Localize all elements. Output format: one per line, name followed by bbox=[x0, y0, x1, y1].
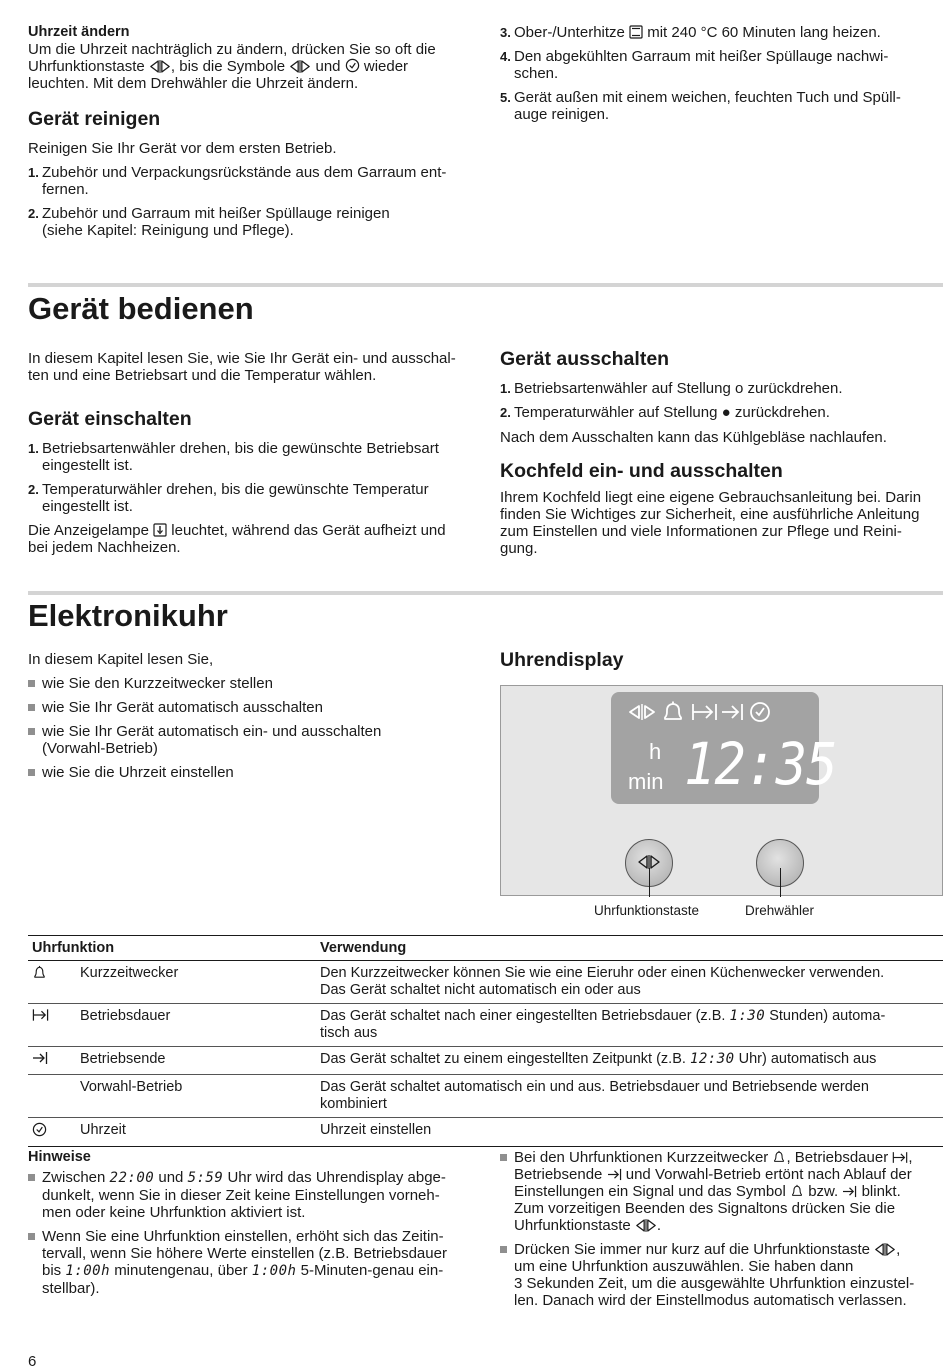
arrows-icon bbox=[635, 1219, 657, 1232]
clock-functions-table bbox=[28, 935, 943, 1147]
list-item: 1. Zubehör und Verpackungsrückstände aus dem Garraum ent- fernen. bbox=[28, 164, 447, 198]
einschalten-steps bbox=[28, 440, 483, 522]
list-item: wie Sie Ihr Gerät automatisch ein- und ausschalten (Vorwahl-Betrieb) bbox=[28, 723, 483, 757]
table-row: Betriebsdauer Das Gerät schaltet nach einer eingestellten Betriebsdauer (z.B. 1:30 Stunden) automa- tisch aus bbox=[28, 1004, 943, 1047]
clock-panel bbox=[500, 685, 943, 896]
section-divider bbox=[28, 591, 943, 595]
list-item: wie Sie Ihr Gerät automatisch ausschalten bbox=[28, 699, 483, 716]
duration-icon bbox=[32, 1008, 49, 1022]
clock-icon bbox=[345, 58, 360, 73]
top-bottom-heat-icon bbox=[629, 25, 643, 39]
table-row: Kurzzeitwecker Den Kurzzeitwecker können Sie wie eine Eieruhr oder einen Küchenwecker verwenden. Das Gerät schaltet nicht automatisch ein oder aus bbox=[28, 961, 943, 1004]
end-icon bbox=[721, 703, 745, 721]
list-item: 2. Zubehör und Garraum mit heißer Spüllauge reinigen (siehe Kapitel: Reinigung und Pflege). bbox=[28, 205, 390, 239]
list-item: Wenn Sie eine Uhrfunktion einstellen, erhöht sich das Zeitin- tervall, wenn Sie höhere Werte einstellen (z.B. Betriebsdauer bis 1:00h minutengenau, über 1:00h 5-Minuten-genau ein- stellbar). bbox=[28, 1228, 483, 1297]
label-leader-line bbox=[780, 868, 781, 897]
bell-icon bbox=[772, 1150, 786, 1164]
list-item: 4. Den abgekühlten Garraum mit heißer Spüllauge nachwi- schen. bbox=[500, 48, 889, 82]
end-icon bbox=[607, 1168, 622, 1181]
list-item: 2. Temperaturwähler auf Stellung ● zurückdrehen. bbox=[500, 404, 830, 421]
anzeigelampe-text: Die Anzeigelampe leuchtet, während das Gerät aufheizt und bei jedem Nachheizen. bbox=[28, 522, 446, 556]
arrows-icon bbox=[149, 60, 171, 73]
list-item: 3. Ober-/Unterhitze mit 240 °C 60 Minuten lang heizen. bbox=[500, 24, 881, 41]
table-row: Betriebsende Das Gerät schaltet zu einem eingestellten Zeitpunkt (z.B. 12:30 Uhr) automatisch aus bbox=[28, 1047, 943, 1075]
clock-icon bbox=[749, 701, 771, 723]
bell-icon bbox=[32, 965, 47, 980]
uhrzeit-title: Uhrzeit ändern bbox=[28, 24, 130, 40]
page-number: 6 bbox=[28, 1353, 37, 1370]
uhrzeit-section bbox=[28, 24, 478, 92]
arrows-icon bbox=[628, 704, 656, 720]
ausschalten-note: Nach dem Ausschalten kann das Kühlgebläse nachlaufen. bbox=[500, 429, 887, 446]
clock-display bbox=[611, 692, 837, 804]
list-item: Bei den Uhrfunktionen Kurzzeitwecker , Betriebsdauer , Betriebsende und Vorwahl-Betrieb ertönt nach Ablauf der Einstellungen ein Signal und das Symbol bzw. blinkt. Zum vorzeitigen Beenden des Signaltons drücken Sie die Uhrfunktionstaste . bbox=[500, 1149, 945, 1234]
table-header-function: Uhrfunktion bbox=[28, 936, 316, 961]
reinigen-steps bbox=[28, 164, 478, 246]
end-icon bbox=[842, 1185, 857, 1198]
bell-icon bbox=[790, 1184, 804, 1198]
list-item: 5. Gerät außen mit einem weichen, feuchten Tuch und Spüll- auge reinigen. bbox=[500, 89, 901, 123]
list-item: 1. Betriebsartenwähler drehen, bis die gewünschte Betriebsart eingestellt ist. bbox=[28, 440, 439, 474]
label-uhrfunktionstaste: Uhrfunktionstaste bbox=[594, 903, 700, 918]
uhrzeit-text: Um die Uhrzeit nachträglich zu ändern, drücken Sie so oft die Uhrfunktionstaste , bis die Symbole und wieder leuchten. Mit dem Drehwähler die Uhrzeit ändern. bbox=[28, 41, 436, 92]
label-drehwaehler: Drehwähler bbox=[745, 903, 815, 918]
table-row: Vorwahl-Betrieb Das Gerät schaltet automatisch ein und aus. Betriebsdauer und Betriebsende werden kombiniert bbox=[28, 1075, 943, 1118]
display-time: 12:35 bbox=[684, 730, 837, 798]
end-icon bbox=[32, 1051, 48, 1065]
kochfeld-text: Ihrem Kochfeld liegt eine eigene Gebrauchsanleitung bei. Darin finden Sie Wichtiges zur Sicherheit, eine ausführliche Anleitung zum Einstellen und viele Informationen zur Pflege und Reini- gung. bbox=[500, 489, 922, 557]
hinweise-title: Hinweise bbox=[28, 1149, 91, 1165]
list-item: wie Sie die Uhrzeit einstellen bbox=[28, 764, 483, 781]
hinweise-right bbox=[500, 1149, 945, 1316]
elektronikuhr-bullets bbox=[28, 675, 483, 788]
kochfeld-title: Kochfeld ein- und ausschalten bbox=[500, 460, 783, 482]
ausschalten-steps bbox=[500, 380, 945, 428]
clock-icon bbox=[32, 1122, 47, 1137]
table-header-row bbox=[28, 936, 943, 961]
duration-icon bbox=[892, 1151, 908, 1164]
list-item: Drücken Sie immer nur kurz auf die Uhrfunktionstaste , um eine Uhrfunktion auszuwählen. Sie haben dann 3 Sekunden Zeit, um die ausgewählte Uhrfunktion einzustel- len. Danach wird der Einstellmodus automatisch verlassen. bbox=[500, 1241, 945, 1309]
arrows-icon bbox=[874, 1243, 896, 1256]
bell-icon bbox=[661, 700, 685, 724]
ausschalten-title: Gerät ausschalten bbox=[500, 348, 670, 370]
elektronikuhr-intro: In diesem Kapitel lesen Sie, bbox=[28, 651, 214, 668]
section-divider bbox=[28, 283, 943, 287]
bedienen-title: Gerät bedienen bbox=[28, 291, 254, 326]
list-item: Zwischen 22:00 und 5:59 Uhr wird das Uhrendisplay abge- dunkelt, wenn Sie in dieser Zeit keine Einstellungen vorneh- men oder keine Uhrfunktion aktiviert ist. bbox=[28, 1169, 483, 1221]
elektronikuhr-title: Elektronikuhr bbox=[28, 598, 228, 633]
table-row: Uhrzeit Uhrzeit einstellen bbox=[28, 1118, 943, 1147]
duration-icon bbox=[691, 703, 719, 721]
table-header-use: Verwendung bbox=[316, 936, 943, 961]
arrows-icon bbox=[637, 855, 661, 869]
indicator-lamp-icon bbox=[153, 523, 167, 537]
reinigen-intro: Reinigen Sie Ihr Gerät vor dem ersten Betrieb. bbox=[28, 140, 337, 157]
reinigen-steps-continued bbox=[500, 24, 945, 130]
label-leader-line bbox=[649, 868, 650, 897]
reinigen-title: Gerät reinigen bbox=[28, 108, 161, 130]
list-item: wie Sie den Kurzzeitwecker stellen bbox=[28, 675, 483, 692]
list-item: 2. Temperaturwähler drehen, bis die gewünschte Temperatur eingestellt ist. bbox=[28, 481, 429, 515]
arrows-icon bbox=[289, 60, 311, 73]
hinweise-left bbox=[28, 1169, 483, 1304]
bedienen-intro: In diesem Kapitel lesen Sie, wie Sie Ihr Gerät ein- und ausschal- ten und eine Betriebsart und die Temperatur wählen. bbox=[28, 350, 456, 384]
uhrendisplay-title: Uhrendisplay bbox=[500, 649, 624, 671]
einschalten-title: Gerät einschalten bbox=[28, 408, 192, 430]
display-unit-h: h bbox=[649, 739, 662, 764]
list-item: 1. Betriebsartenwähler auf Stellung o zurückdrehen. bbox=[500, 380, 843, 397]
display-unit-min: min bbox=[628, 769, 664, 794]
